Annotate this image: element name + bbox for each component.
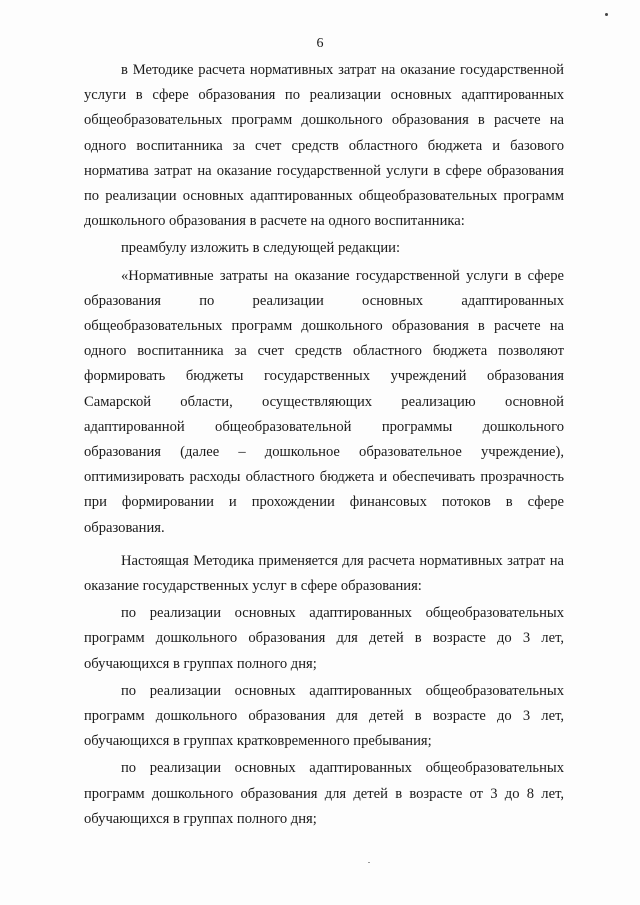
page-number: 6: [316, 36, 324, 51]
scan-artifact-bottom: [368, 862, 370, 863]
list-item-under-3-short-stay: по реализации основных адаптированных общеобразовательных программ дошкольного образования для детей в возрасте до 3 лет, обучающихся в группах кратковременного пребывания;: [84, 682, 564, 750]
paragraph-methodology-scope: Настоящая Методика применяется для расчета нормативных затрат на оказание государственных услуг в сфере образования:: [84, 552, 564, 595]
paragraph-preamble-instruction: преамбулу изложить в следующей редакции:: [121, 240, 401, 257]
document-body: [84, 58, 564, 832]
paragraph-methodology-intro: в Методике расчета нормативных затрат на оказание государственной услуги в сфере образования по реализации основных адаптированных общеобразовательных программ дошкольного образования в расчете на одного воспитанника за счет средств областного бюджета и базового норматива затрат на оказание государственной услуги в сфере образования по реализации основных адаптированных общеобразовательных программ дошкольного образования в расчете на одного воспитанника:: [84, 62, 564, 230]
paragraph-normative-costs: «Нормативные затраты на оказание государственной услуги в сфере образования по реализации основных адаптированных общеобразовательных программ дошкольного образования в расчете на одного воспитанника за счет средств областного бюджета позволяют формировать бюджеты государственных учреждений образования Самарской области, осуществляющих реализацию основной адаптированной общеобразовательной программы дошкольного образования (далее – дошкольное образовательное учреждение), оптимизировать расходы областного бюджета и обеспечивать прозрачность при формировании и прохождении финансовых потоков в сфере образования.: [84, 267, 564, 536]
list-item-under-3-full-day: по реализации основных адаптированных общеобразовательных программ дошкольного образования для детей в возрасте до 3 лет, обучающихся в группах полного дня;: [84, 605, 564, 672]
scan-artifact: [605, 13, 608, 16]
list-item-3-to-8-full-day: по реализации основных адаптированных общеобразовательных программ дошкольного образования для детей в возрасте от 3 до 8 лет, обучающихся в группах полного дня;: [84, 760, 564, 827]
